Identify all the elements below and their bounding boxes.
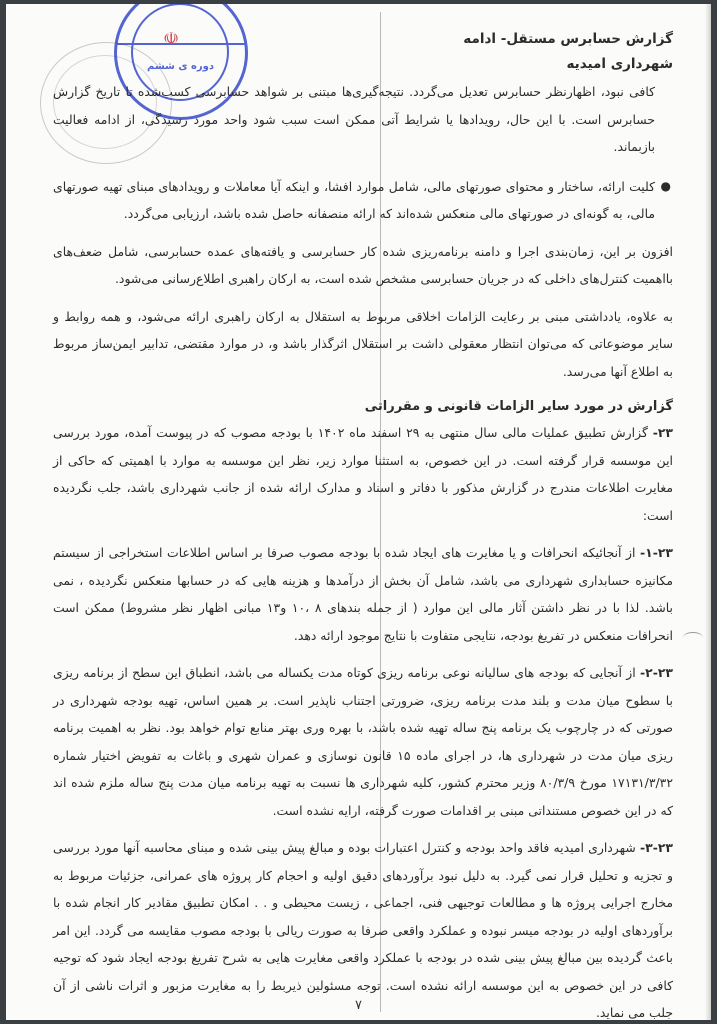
- bullet-icon: ●: [660, 178, 671, 193]
- section-item-23-3: [53, 834, 673, 1020]
- report-title: گزارش حسابرس مستقل- ادامه: [463, 31, 673, 47]
- intro-paragraph-1: افزون بر این، زمان‌بندی اجرا و دامنه برنامه‌ریزی شده کار حسابرسی و یافته‌های عمده حسابرسی، شامل ضعف‌های بااهمیت کنترل‌های داخلی که در جریان حسابرسی مشخص شده است، به ارکان راهبری اطلاع‌رسانی می‌شود.: [53, 243, 673, 286]
- item-text: گزارش تطبیق عملیات مالی سال منتهی به ۲۹ اسفند ماه ۱۴۰۲ با بودجه مصوب که در پیوست آمده، مورد بررسی این موسسه قرار گرفته است. در این خصوص، به استثنا موارد زیر، نظر این موسسه به موارد با اهمیتی که حاکی از مغایرت اطلاعات مندرج در گزارش مذکور با دفاتر و اسناد و مدارک ارائه شده از جانب شهرداری باشد، جلب نگردیده است:: [53, 425, 673, 523]
- item-number: ۳-۲۳-: [639, 840, 673, 855]
- bullet-list-item: [53, 173, 673, 228]
- section-heading: گزارش در مورد سایر الزامات قانونی و مقرراتی: [364, 399, 673, 414]
- item-number: ۲۳-: [652, 425, 673, 440]
- entity-name: شهرداری امیدیه: [566, 56, 673, 72]
- bullet-text: کلیت ارائه، ساختار و محتوای صورتهای مالی، شامل موارد افشا، و اینکه آیا معاملات و رویدادهای مبنای تهیه صورتهای مالی، به گونه‌ای در صورتهای مالی منعکس شده‌اند که ارائه منصفانه حاصل شده باشد، ارزیابی می‌گردد.: [53, 178, 655, 221]
- item-number: ۱-۲۳-: [639, 545, 673, 560]
- council-seal-period: دوره ی ششم: [147, 61, 214, 72]
- margin-pencil-mark: [683, 632, 703, 643]
- document-body: [53, 26, 673, 1020]
- item-number: ۲-۲۳-: [640, 665, 673, 680]
- item-text: از آنجایی که بودجه های سالیانه نوعی برنامه ریزی کوتاه مدت یکساله می باشد، انطباق این سطح از برنامه ریزی با سطوح میان مدت و بلند مدت برنامه ریزی، ضرورتی اجتناب ناپذیر است. بر همین اساس، تهیه بودجه شهرداری در صورتی که در چارچوب یک برنامه پنج ساله تهیه شده باشد، با بهره وری بهتر منابع توام خواهد بود. نظر به اهمیت برنامه ریزی میان مدت در شهرداری ها، در اجرای ماده ۱۵ قانون نوسازی و عمران شهری و باغات به تفویض اختیار شماره ۱۷۱۳۱/۳/۳۲ مورخ ۸۰/۳/۹ وزیر محترم کشور، کلیه شهرداری ها نسبت به تهیه برنامه میان مدت پنج ساله ملزم شده اند که در این خصوص مستنداتی مبنی بر اقدامات صورت گرفته، ارایه نشده است.: [53, 665, 674, 818]
- page-edge-shadow: [705, 4, 711, 1020]
- intro-continuation: کافی نبود، اظهارنظر حسابرس تعدیل می‌گردد. نتیجه‌گیری‌ها مبتنی بر شواهد حسابرسی کسب‌شده تا تاریخ گزارش حسابرس است. با این حال، رویدادها یا شرایط آتی ممکن است سبب شود واحد مورد رسیدگی، از ادامه فعالیت بازبماند.: [53, 84, 655, 154]
- section-item-23: [53, 419, 673, 529]
- document-page: [6, 4, 711, 1020]
- item-text: شهرداری امیدیه فاقد واحد بودجه و کنترل اعتبارات بوده و مبالغ پیش بینی شده و مبنای محاسبه آنها مورد بررسی و تجزیه و تحلیل قرار نمی گیرد. به دلیل نبود برآوردهای دقیق اولیه و احجام کار پروژه های عمرانی، جزئیات مربوط به مخارج اجرایی پروژه ها و مطالعات توجیهی فنی، اجماعی ، زیست محیطی و . . امکان تطبیق مقادیر کار انجام شده با برآوردهای اولیه در بودجه میسر نبوده و عملکرد واقعی صرفا به صورت ریالی با بودجه مصوب مقایسه می گردد. این امر باعث گردیده بین مبالغ پیش بینی شده در بودجه با عملکرد واقعی مغایرت هایی به شرح تفریغ بودجه ایجاد شود که توجیه کافی در این خصوص به این موسسه ارائه نشده است. توجه مسئولین ذیربط را به مغایرت مزبور و اثرات ناشی از آن جلب می نماید.: [53, 840, 673, 1020]
- intro-paragraph-2: به علاوه، یادداشتی مبنی بر رعایت الزامات اخلاقی مربوط به استقلال به ارکان راهبری ارائه می‌شود، و همه روابط و سایر موضوعاتی که می‌توان انتظار معقولی داشت بر استقلال اثرگذار باشد و، در موارد مقتضی، تدابیر ایمن‌ساز مربوط به اطلاع آنها می‌رسد.: [53, 308, 673, 379]
- item-text: از آنجائیکه انحرافات و یا مغایرت های ایجاد شده با بودجه مصوب صرفا بر اساس اطلاعات استخراجی از سیستم مکانیزه حسابداری شهرداری می باشد، شامل آن بخش از درآمدها و هزینه هایی که در حسابها منعکس نگردیده ، نمی باشد. لذا با در نظر داشتن آثار مالی این موارد ( از جمله بندهای ۸ ،۱۰ و۱۳ مبانی اظهار نظر مشروط) ممکن است انحرافات منعکس در تفریغ بودجه، نتایجی متفاوت با نتایج موجود ارائه دهد.: [53, 545, 673, 643]
- page-number: ۷: [355, 998, 362, 1013]
- section-item-23-2: [53, 659, 673, 824]
- section-item-23-1: [53, 539, 673, 649]
- iran-emblem-icon: ☫: [163, 29, 180, 50]
